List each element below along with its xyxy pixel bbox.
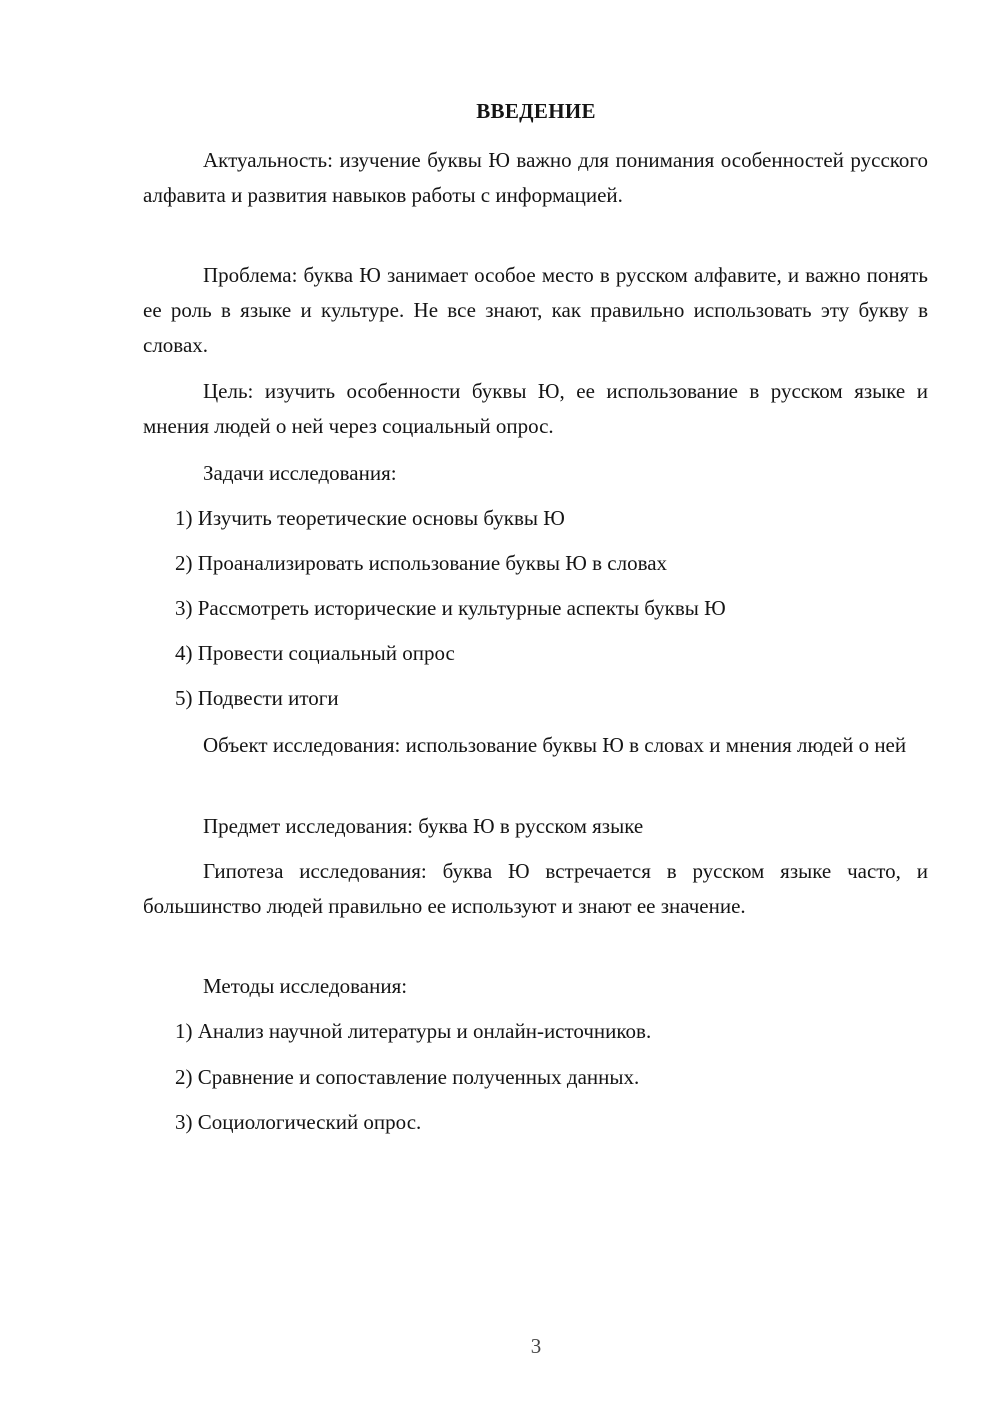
task-item: 4) Провести социальный опрос <box>175 641 455 665</box>
page-number: 3 <box>530 1334 542 1358</box>
method-item: 2) Сравнение и сопоставление полученных данных. <box>175 1065 640 1089</box>
section-title: ВВЕДЕНИЕ <box>476 99 596 123</box>
problem-paragraph: Проблема: буква Ю занимает особое место в русском алфавите, и важно понять ее роль в языке и культуре. Не все знают, как правильно использовать эту букву в словах. <box>143 263 928 357</box>
object-paragraph: Объект исследования: использование буквы Ю в словах и мнения людей о ней <box>203 733 907 757</box>
goal-paragraph: Цель: изучить особенности буквы Ю, ее использование в русском языке и мнения людей о ней через социальный опрос. <box>143 379 928 438</box>
relevance-paragraph: Актуальность: изучение буквы Ю важно для понимания особенностей русского алфавита и развития навыков работы с информацией. <box>143 148 928 207</box>
hypothesis-paragraph: Гипотеза исследования: буква Ю встречается в русском языке часто, и большинство людей правильно ее используют и знают ее значение. <box>143 859 928 918</box>
task-item: 3) Рассмотреть исторические и культурные аспекты буквы Ю <box>175 596 726 620</box>
task-item: 2) Проанализировать использование буквы Ю в словах <box>175 551 668 575</box>
tasks-heading: Задачи исследования: <box>203 461 397 485</box>
subject-paragraph: Предмет исследования: буква Ю в русском языке <box>203 814 644 838</box>
methods-heading: Методы исследования: <box>203 974 408 998</box>
task-item: 1) Изучить теоретические основы буквы Ю <box>175 506 565 530</box>
method-item: 1) Анализ научной литературы и онлайн-источников. <box>175 1019 652 1043</box>
method-item: 3) Социологический опрос. <box>175 1110 422 1134</box>
task-item: 5) Подвести итоги <box>175 686 339 710</box>
